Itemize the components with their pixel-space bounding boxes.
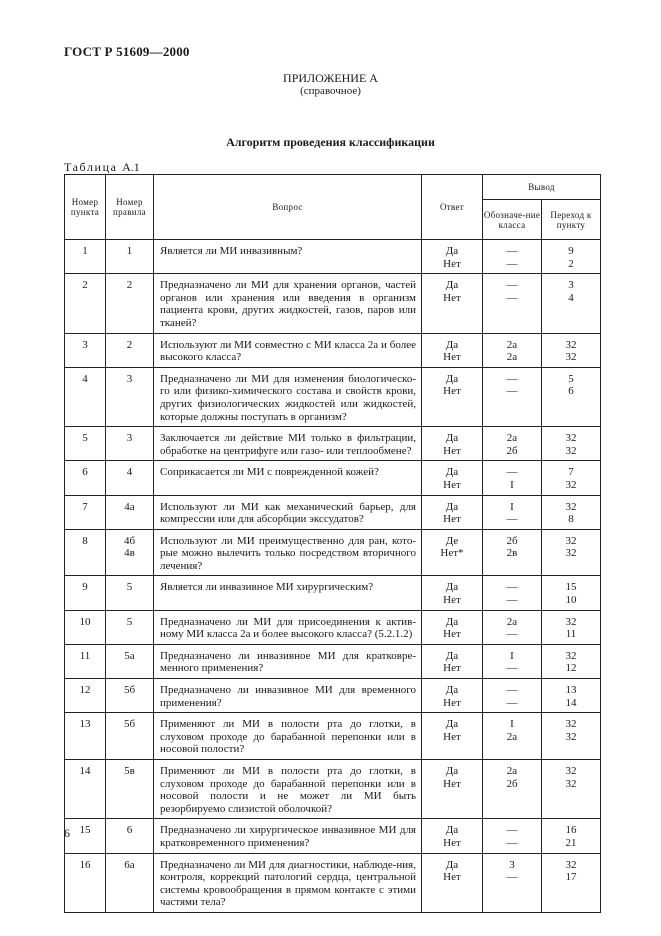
table-row — [65, 644, 601, 678]
header-rule-number: Номер правила — [106, 175, 154, 240]
cell-goto-item-line: 16 — [565, 824, 577, 837]
cell-rule-number-line: 3 — [126, 372, 133, 385]
cell-question-line: Предназначено ли МИ для хранения органов, частей органов или хранения или введения в организм пациента крови, других жидкостей, газов, паров или тканей? — [160, 279, 416, 329]
cell-question — [154, 644, 422, 678]
cell-rule-number-line: 3 — [126, 432, 133, 445]
cell-class-designation — [483, 529, 542, 576]
cell-goto-item-line: 3 — [568, 279, 574, 292]
cell-class-designation-line: I — [510, 478, 514, 491]
cell-answer-line: Нет — [443, 628, 461, 641]
cell-rule-number — [106, 367, 154, 426]
cell-class-designation-line: I — [510, 649, 514, 662]
cell-item-number-line: 11 — [79, 649, 91, 662]
cell-question — [154, 274, 422, 333]
cell-class-designation — [483, 644, 542, 678]
cell-question — [154, 240, 422, 274]
cell-question — [154, 760, 422, 819]
cell-item-number-line: 2 — [82, 279, 88, 292]
cell-item-number-line: 4 — [82, 372, 88, 385]
table-row — [65, 529, 601, 576]
cell-answer-line: Нет — [443, 871, 461, 884]
cell-item-number — [65, 461, 106, 495]
cell-item-number-line: 5 — [82, 432, 88, 445]
cell-class-designation — [483, 610, 542, 644]
cell-class-designation-line: 2а — [506, 432, 518, 445]
table-row — [65, 461, 601, 495]
cell-item-number — [65, 333, 106, 367]
cell-rule-number — [106, 274, 154, 333]
table-row — [65, 333, 601, 367]
cell-answer-line: Нет — [443, 385, 461, 398]
cell-answer-line: Да — [445, 372, 459, 385]
cell-goto-item — [542, 713, 601, 760]
table-row — [65, 367, 601, 426]
cell-question — [154, 333, 422, 367]
table-body — [65, 240, 601, 912]
cell-class-designation — [483, 819, 542, 853]
cell-goto-item-line: 32 — [565, 615, 577, 628]
header-output: Вывод — [483, 175, 601, 200]
cell-question-line: Применяют ли МИ в полости рта до глотки, в слуховом проходе до барабанной перепонки или в носовой полости и не может ли МИ быть резорбируемо слизистой оболочкой? — [160, 765, 416, 815]
header-item-number: Номер пункта — [65, 175, 106, 240]
cell-goto-item-line: 15 — [565, 581, 577, 594]
cell-answer — [422, 529, 483, 576]
cell-class-designation-line: — — [506, 871, 518, 884]
cell-item-number-line: 10 — [79, 615, 91, 628]
cell-rule-number-line: 5б — [123, 718, 136, 731]
cell-answer-line: Да — [445, 338, 459, 351]
cell-rule-number-line: 4а — [124, 500, 135, 513]
cell-rule-number — [106, 644, 154, 678]
cell-item-number — [65, 427, 106, 461]
cell-rule-number — [106, 713, 154, 760]
cell-answer-line: Да — [445, 718, 459, 731]
cell-item-number — [65, 610, 106, 644]
cell-item-number-line: 14 — [79, 765, 91, 777]
cell-item-number — [65, 576, 106, 610]
table-row — [65, 713, 601, 760]
cell-rule-number — [106, 240, 154, 274]
cell-class-designation-line: 2б — [506, 534, 518, 547]
table-row — [65, 610, 601, 644]
cell-class-designation-line: 2а — [506, 730, 518, 743]
cell-answer-line: Нет — [443, 478, 461, 491]
cell-question — [154, 495, 422, 529]
cell-goto-item — [542, 274, 601, 333]
cell-answer — [422, 461, 483, 495]
cell-answer-line: Де — [445, 534, 459, 547]
cell-question-line: Предназначено ли инвазивное МИ для временного применения? — [160, 684, 416, 709]
cell-question-line: Является ли МИ инвазивным? — [160, 245, 303, 257]
cell-class-designation-line: — — [506, 628, 518, 641]
cell-class-designation — [483, 367, 542, 426]
cell-goto-item — [542, 679, 601, 713]
cell-item-number — [65, 529, 106, 576]
cell-class-designation-line: — — [506, 836, 518, 849]
cell-goto-item-line: 32 — [565, 444, 577, 457]
cell-class-designation-line: 2а — [506, 615, 518, 628]
cell-goto-item-line: 32 — [565, 765, 577, 777]
cell-answer-line: Нет — [443, 513, 461, 526]
table-caption-number: А.1 — [122, 160, 140, 174]
cell-goto-item-line: 5 — [568, 372, 574, 385]
cell-class-designation-line: — — [506, 257, 518, 270]
cell-rule-number — [106, 333, 154, 367]
cell-class-designation — [483, 576, 542, 610]
cell-goto-item-line: 32 — [565, 338, 577, 351]
cell-class-designation-line: — — [506, 466, 518, 479]
cell-answer — [422, 760, 483, 819]
cell-answer-line: Да — [445, 500, 459, 513]
cell-answer-line: Нет — [443, 662, 461, 675]
cell-rule-number-line: 6 — [126, 824, 133, 837]
cell-class-designation-line: — — [506, 245, 518, 257]
cell-rule-number-line: 2 — [126, 338, 133, 351]
cell-answer-line: Да — [445, 615, 459, 628]
cell-question-line: Заключается ли действие МИ только в фильтрации, обработке на центрифуге или газо- или теплообмене? — [160, 432, 416, 457]
cell-answer — [422, 679, 483, 713]
cell-rule-number-line: 5а — [124, 649, 135, 662]
cell-rule-number — [106, 495, 154, 529]
cell-goto-item-line: 32 — [565, 351, 577, 364]
cell-goto-item-line: 4 — [568, 291, 574, 304]
cell-rule-number — [106, 427, 154, 461]
page-number: 6 — [64, 826, 70, 840]
cell-answer-line: Да — [445, 858, 459, 871]
cell-goto-item-line: 17 — [565, 871, 577, 884]
cell-question-line: Предназначено ли МИ для диагностики, наблюде-ния, контроля, коррекций патологий сердца, центральной системы кровообращения в прямом контакте с этими частями тела? — [160, 858, 416, 909]
cell-goto-item-line: 6 — [568, 385, 574, 398]
cell-item-number — [65, 644, 106, 678]
cell-item-number — [65, 760, 106, 819]
cell-question — [154, 427, 422, 461]
cell-class-designation-line: — — [506, 385, 518, 398]
cell-class-designation-line: — — [506, 279, 518, 292]
cell-goto-item — [542, 461, 601, 495]
cell-question — [154, 679, 422, 713]
cell-question — [154, 529, 422, 576]
cell-class-designation-line: 2б — [506, 444, 518, 457]
cell-goto-item — [542, 819, 601, 853]
cell-question — [154, 819, 422, 853]
cell-answer-line: Да — [445, 432, 459, 445]
cell-item-number — [65, 853, 106, 912]
table-row — [65, 576, 601, 610]
cell-goto-item — [542, 333, 601, 367]
table-caption-word: Таблица — [64, 160, 118, 174]
cell-rule-number-line: 4б 4в — [123, 534, 136, 560]
cell-answer — [422, 367, 483, 426]
header-goto-item: Переход к пункту — [542, 200, 601, 240]
cell-class-designation — [483, 427, 542, 461]
table-row — [65, 679, 601, 713]
cell-item-number — [65, 819, 106, 853]
cell-class-designation-line: 3 — [509, 858, 515, 871]
cell-goto-item — [542, 529, 601, 576]
cell-answer-line: Нет — [443, 291, 461, 304]
cell-goto-item-line: 32 — [565, 547, 577, 560]
table-caption — [64, 160, 140, 175]
appendix-subtitle: (справочное) — [300, 85, 361, 97]
cell-rule-number-line: 5 — [126, 581, 133, 594]
cell-question-line: Является ли инвазивное МИ хирургическим? — [160, 581, 374, 594]
cell-class-designation-line: — — [506, 696, 518, 709]
table-row — [65, 495, 601, 529]
cell-goto-item-line: 9 — [568, 245, 574, 257]
cell-goto-item-line: 32 — [565, 718, 577, 731]
cell-answer-line: Да — [445, 245, 459, 257]
table-row — [65, 853, 601, 912]
classification-table — [64, 174, 601, 913]
cell-question — [154, 367, 422, 426]
cell-question-line: Используют ли МИ как механический барьер, для компрессии или для абсорбции экссудатов? — [160, 500, 416, 526]
table-row — [65, 427, 601, 461]
cell-question-line: Используют ли МИ преимущественно для ран, кото-рые можно вылечить только посредством вторичного лечения? — [160, 534, 416, 572]
cell-answer-line: Нет — [443, 594, 461, 607]
cell-class-designation-line: — — [506, 824, 518, 837]
cell-class-designation-line: — — [506, 594, 518, 607]
cell-goto-item-line: 32 — [565, 649, 577, 662]
cell-goto-item — [542, 760, 601, 819]
cell-item-number-line: 13 — [79, 718, 91, 731]
cell-answer-line: Да — [445, 824, 459, 837]
cell-question-line: Соприкасается ли МИ с поврежденной кожей? — [160, 466, 379, 479]
cell-question — [154, 461, 422, 495]
cell-item-number — [65, 495, 106, 529]
cell-answer-line: Нет — [443, 444, 461, 457]
cell-answer-line: Нет — [443, 351, 461, 364]
cell-class-designation-line: — — [506, 513, 518, 526]
cell-class-designation — [483, 461, 542, 495]
cell-goto-item-line: 32 — [565, 858, 577, 871]
cell-answer-line: Да — [445, 581, 459, 594]
cell-answer — [422, 495, 483, 529]
cell-answer — [422, 333, 483, 367]
cell-rule-number — [106, 461, 154, 495]
cell-item-number-line: 16 — [79, 858, 91, 871]
cell-class-designation-line: — — [506, 372, 518, 385]
cell-class-designation-line: 2б — [506, 777, 518, 790]
cell-goto-item-line: 32 — [565, 432, 577, 445]
cell-item-number-line: 8 — [82, 534, 88, 547]
cell-class-designation — [483, 853, 542, 912]
cell-question-line: Предназначено ли МИ для присоединения к актив-ному МИ класса 2а и более высокого класса? (5.2.1.2) — [160, 615, 416, 641]
cell-rule-number — [106, 610, 154, 644]
table-row — [65, 240, 601, 274]
cell-question-line: Предназначено ли хирургическое инвазивное МИ для кратковременного применения? — [160, 824, 416, 849]
cell-class-designation-line: I — [510, 718, 514, 731]
cell-goto-item-line: 32 — [565, 730, 577, 743]
cell-question — [154, 713, 422, 760]
cell-rule-number-line: 5в — [124, 765, 135, 777]
cell-class-designation-line: I — [510, 500, 514, 513]
cell-rule-number — [106, 853, 154, 912]
cell-answer — [422, 644, 483, 678]
cell-class-designation — [483, 760, 542, 819]
cell-class-designation-line: — — [506, 662, 518, 675]
cell-class-designation — [483, 240, 542, 274]
cell-rule-number — [106, 529, 154, 576]
cell-answer — [422, 274, 483, 333]
document-id: ГОСТ Р 51609—2000 — [64, 44, 190, 59]
cell-item-number — [65, 367, 106, 426]
cell-goto-item-line: 32 — [565, 777, 577, 790]
cell-class-designation-line: 2а — [506, 338, 518, 351]
appendix-heading — [0, 72, 661, 98]
cell-rule-number-line: 2 — [126, 279, 133, 292]
cell-answer-line: Нет — [443, 836, 461, 849]
table-row — [65, 819, 601, 853]
cell-rule-number — [106, 576, 154, 610]
cell-item-number-line: 9 — [82, 581, 88, 594]
cell-answer-line: Да — [445, 684, 459, 697]
cell-class-designation — [483, 333, 542, 367]
cell-question-line: Применяют ли МИ в полости рта до глотки, в слуховом проходе до барабанной перепонки или в носовой полости? — [160, 718, 416, 756]
cell-answer — [422, 240, 483, 274]
cell-item-number-line: 15 — [79, 824, 91, 837]
cell-item-number-line: 6 — [82, 466, 88, 479]
cell-goto-item-line: 32 — [565, 478, 577, 491]
cell-question-line: Предназначено ли МИ для изменения биологическо-го или физико-химического состава и свойств крови, других физиологических жидкостей или жидкостей, которые должны поступать в организм? — [160, 372, 416, 423]
cell-rule-number-line: 1 — [126, 245, 133, 257]
cell-goto-item-line: 7 — [568, 466, 574, 479]
cell-goto-item-line: 32 — [565, 534, 577, 547]
cell-answer — [422, 610, 483, 644]
cell-question — [154, 576, 422, 610]
cell-answer-line: Да — [445, 279, 459, 292]
cell-question-line: Предназначено ли инвазивное МИ для кратковре-менного применения? — [160, 649, 416, 675]
cell-goto-item-line: 14 — [565, 696, 577, 709]
cell-answer-line: Нет — [443, 696, 461, 709]
cell-class-designation — [483, 713, 542, 760]
cell-answer-line: Да — [445, 765, 459, 777]
table-row — [65, 274, 601, 333]
header-question: Вопрос — [154, 175, 422, 240]
cell-question — [154, 610, 422, 644]
cell-answer-line: Нет* — [440, 547, 464, 560]
cell-goto-item — [542, 644, 601, 678]
cell-goto-item — [542, 853, 601, 912]
header-class-designation: Обозначе-ние класса — [483, 200, 542, 240]
cell-goto-item-line: 10 — [565, 594, 577, 607]
cell-item-number-line: 3 — [82, 338, 88, 351]
cell-class-designation — [483, 495, 542, 529]
cell-class-designation — [483, 274, 542, 333]
cell-item-number — [65, 679, 106, 713]
cell-answer-line: Нет — [443, 730, 461, 743]
section-title: Алгоритм проведения классификации — [226, 135, 435, 149]
cell-item-number — [65, 240, 106, 274]
cell-class-designation-line: 2в — [506, 547, 518, 560]
cell-answer-line: Нет — [443, 777, 461, 790]
cell-answer — [422, 713, 483, 760]
cell-rule-number — [106, 760, 154, 819]
cell-goto-item — [542, 427, 601, 461]
cell-goto-item — [542, 495, 601, 529]
header-answer: Ответ — [422, 175, 483, 240]
cell-answer — [422, 853, 483, 912]
cell-class-designation — [483, 679, 542, 713]
cell-goto-item-line: 11 — [565, 628, 577, 641]
cell-class-designation-line: — — [506, 684, 518, 697]
cell-goto-item — [542, 610, 601, 644]
cell-goto-item-line: 12 — [565, 662, 577, 675]
cell-item-number-line: 12 — [79, 684, 91, 697]
cell-goto-item-line: 21 — [565, 836, 577, 849]
cell-answer — [422, 576, 483, 610]
cell-question — [154, 853, 422, 912]
cell-goto-item — [542, 367, 601, 426]
cell-goto-item-line: 32 — [565, 500, 577, 513]
table-row — [65, 760, 601, 819]
cell-question-line: Используют ли МИ совместно с МИ класса 2а и более высокого класса? — [160, 338, 416, 364]
cell-answer-line: Нет — [443, 257, 461, 270]
cell-rule-number-line: 6а — [124, 858, 135, 871]
cell-answer-line: Да — [445, 466, 459, 479]
cell-goto-item — [542, 576, 601, 610]
cell-answer-line: Да — [445, 649, 459, 662]
cell-item-number — [65, 274, 106, 333]
cell-class-designation-line: 2а — [506, 351, 518, 364]
cell-rule-number-line: 5б — [123, 684, 136, 697]
cell-class-designation-line: 2а — [506, 765, 518, 777]
appendix-title: ПРИЛОЖЕНИЕ А — [283, 71, 378, 85]
cell-answer — [422, 427, 483, 461]
cell-rule-number-line: 5 — [126, 615, 133, 628]
cell-rule-number — [106, 819, 154, 853]
cell-goto-item-line: 2 — [568, 257, 574, 270]
cell-goto-item — [542, 240, 601, 274]
cell-answer — [422, 819, 483, 853]
cell-goto-item-line: 8 — [568, 513, 574, 526]
cell-goto-item-line: 13 — [565, 684, 577, 697]
cell-rule-number — [106, 679, 154, 713]
cell-class-designation-line: — — [506, 581, 518, 594]
cell-item-number-line: 7 — [82, 500, 88, 513]
cell-class-designation-line: — — [506, 291, 518, 304]
cell-item-number-line: 1 — [82, 245, 88, 257]
cell-rule-number-line: 4 — [126, 466, 133, 479]
cell-item-number — [65, 713, 106, 760]
